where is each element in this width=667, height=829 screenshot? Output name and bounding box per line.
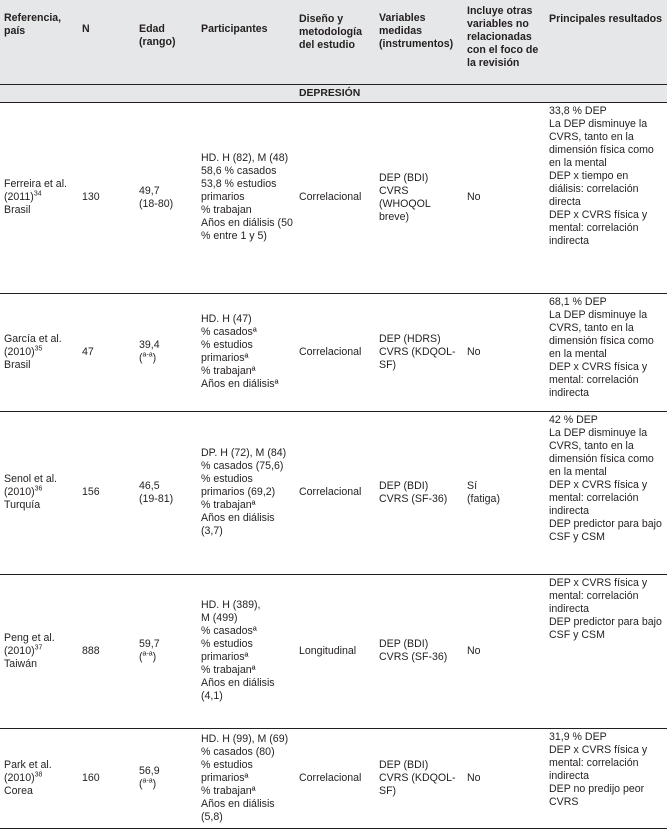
- header-other-variables: Incluye otras variables no relacionadas con el foco de la revisión: [467, 5, 539, 69]
- table-row: [0, 411, 667, 574]
- cell-ref: [0, 411, 78, 574]
- cell-participants: HD. H (389), M (499) % casadosª % estudios primariosª % trabajanª Años en diálisis (4,1): [201, 599, 275, 702]
- header-participants: Participantes: [201, 23, 268, 35]
- cell-results: 42 % DEP La DEP disminuye la CVRS, tanto en la dimensión física como en la mental DEP x CVRS física y mental: correlación indirecta DEP predictor para bajo CSF y CSM: [549, 413, 662, 543]
- age-mean: 39,4: [139, 339, 160, 351]
- cell-participants: DP. H (72), M (84) % casados (75,6) % estudios primarios (69,2) % trabajanª Años en diálisis (3,7): [201, 447, 287, 537]
- cell-ref: [0, 293, 78, 411]
- cell-age: [135, 574, 197, 728]
- header-n: N: [82, 23, 90, 35]
- header-variables: Variables medidas (instrumentos): [379, 12, 454, 50]
- ref-country: Brasil: [4, 204, 31, 216]
- cell-participants: HD. H (47) % casadosª % estudios primariosª % trabajanª Años en diálisisª: [201, 313, 279, 390]
- section-label: DEPRESIÓN: [299, 87, 361, 99]
- cell-ref: [0, 102, 78, 293]
- section-row: [0, 84, 667, 102]
- cell-design: Longitudinal: [299, 644, 357, 657]
- header-age: Edad (rango): [139, 23, 176, 48]
- cell-other: No: [467, 345, 481, 358]
- cell-ref: [0, 728, 78, 828]
- age-mean: 49,7: [139, 184, 160, 197]
- cell-other: No: [467, 644, 481, 657]
- ref-authors: Senol et al. (2010): [4, 473, 58, 498]
- table-header: [0, 0, 667, 84]
- ref-number: 38: [34, 770, 43, 778]
- ref-number: 35: [34, 344, 43, 352]
- cell-design: Correlacional: [299, 486, 362, 498]
- ref-country: Taiwán: [4, 657, 37, 670]
- cell-age: [135, 411, 197, 574]
- cell-design: Correlacional: [299, 345, 362, 358]
- cell-participants: HD. H (99), M (69) % casados (80) % estudios primariosª % trabajanª Años en diálisis (5,8): [201, 732, 289, 823]
- cell-age: [135, 728, 197, 828]
- cell-variables: DEP (BDI) CVRS (SF-36): [379, 479, 448, 505]
- table-body: [0, 84, 667, 828]
- ref-authors: Park et al. (2010): [4, 758, 52, 784]
- cell-variables: DEP (BDI) CVRS (KDQOL-SF): [379, 758, 456, 797]
- ref-country: Brasil: [4, 358, 31, 371]
- age-range: (19-81): [139, 492, 174, 505]
- table-row: [0, 102, 667, 293]
- age-range-note: ($^{a-a}$): [139, 650, 157, 663]
- cell-other: No: [467, 771, 481, 784]
- table-row: [0, 293, 667, 411]
- cell-age: [135, 102, 197, 293]
- cell-design: Correlacional: [299, 771, 362, 784]
- ref-authors: Peng et al. (2010): [4, 631, 55, 657]
- age-mean: 46,5: [139, 479, 160, 492]
- ref-authors: García et al. (2010): [4, 332, 62, 358]
- header-ref: Referencia, país: [4, 12, 62, 37]
- ref-number: 36: [34, 485, 43, 493]
- cell-n: 156: [82, 486, 100, 498]
- cell-variables: DEP (HDRS) CVRS (KDQOL-SF): [379, 332, 456, 371]
- age-mean: 59,7: [139, 638, 160, 650]
- age-range-note: ($^{a-a}$): [139, 777, 157, 790]
- ref-country: Corea: [4, 784, 33, 797]
- cell-other: No: [467, 191, 481, 203]
- cell-results: 33,8 % DEP La DEP disminuye la CVRS, tanto en la dimensión física como en la mental DEP x tiempo en diálisis: correlación directa DEP x CVRS física y mental: correlación indirecta: [549, 104, 654, 247]
- table-row: [0, 728, 667, 828]
- age-range-note: ($^{a-a}$): [139, 351, 157, 364]
- cell-n: 130: [82, 191, 100, 203]
- cell-age: [135, 293, 197, 411]
- ref-authors: Ferreira et al. (2011): [4, 178, 67, 203]
- cell-results: DEP x CVRS física y mental: correlación indirecta DEP predictor para bajo CSF y CSM: [549, 576, 662, 641]
- ref-number: 34: [33, 190, 42, 198]
- age-mean: 56,9: [139, 765, 160, 777]
- ref-number: 37: [34, 643, 43, 651]
- cell-other: Sí (fatiga): [467, 479, 500, 505]
- age-range: (18-80): [139, 197, 174, 210]
- cell-participants: HD. H (82), M (48) 58,6 % casados 53,8 % estudios primarios % trabajan Años en diálisis (50 % entre 1 y 5): [201, 152, 293, 242]
- cell-results: 31,9 % DEP DEP x CVRS física y mental: correlación indirecta DEP no predijo peor CVRS: [549, 730, 648, 808]
- header-results: Principales resultados: [549, 13, 663, 25]
- cell-n: 47: [82, 345, 94, 358]
- header-design: Diseño y metodología del estudio: [299, 13, 362, 51]
- cell-variables: DEP (BDI) CVRS (SF-36): [379, 638, 448, 663]
- cell-results: 68,1 % DEP La DEP disminuye la CVRS, tanto en la dimensión física como en la mental DEP x CVRS física y mental: correlación indirecta: [549, 295, 654, 399]
- table-row: [0, 574, 667, 728]
- cell-n: 888: [82, 644, 100, 657]
- cell-n: 160: [82, 771, 100, 784]
- ref-country: Turquía: [4, 499, 41, 511]
- cell-design: Correlacional: [299, 191, 362, 203]
- cell-variables: DEP (BDI) CVRS (WHOQOL breve): [379, 171, 431, 223]
- cell-ref: [0, 574, 78, 728]
